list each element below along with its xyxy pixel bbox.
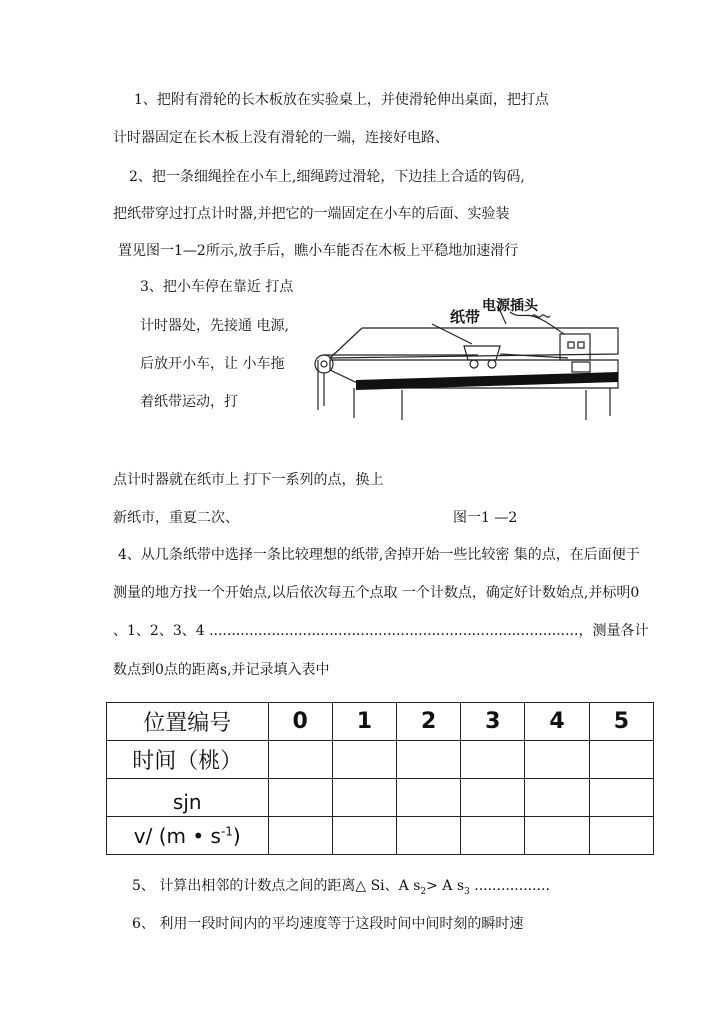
position-4: 4 (525, 703, 589, 741)
table-cell[interactable] (589, 817, 653, 855)
label-power-plug: 电源插头 (482, 298, 538, 314)
row-label-time: 时间（桃） (107, 741, 269, 779)
position-5: 5 (589, 703, 653, 741)
timer-icon (560, 334, 590, 360)
step5-sub2: 2 (420, 886, 427, 897)
step5-text-b: > A s (426, 878, 465, 894)
step2-line3: 置见图一1—2所示,放手后，瞧小车能否在木板上平稳地加速滑行 (118, 243, 519, 259)
measurement-table (106, 702, 654, 855)
step6-line1: 6、 利用一段时间内的平均速度等于这段时间中间时刻的瞬时速 (132, 916, 524, 932)
step1-line2: 计时器固定在长木板上没有滑轮的一端，连接好电路、 (113, 130, 449, 146)
table-cell[interactable] (268, 741, 332, 779)
position-1: 1 (332, 703, 396, 741)
table-cell[interactable] (589, 741, 653, 779)
step3-line5: 点计时器就在纸市上 打下一系列的点，换上 (113, 472, 384, 488)
table-cell[interactable] (268, 779, 332, 817)
step2-line1: 2、把一条细绳拴在小车上,细绳跨过滑轮，下边挂上合适的钩码, (129, 169, 525, 185)
step2-line2: 把纸带穿过打点计时器,并把它的一端固定在小车的后面、实验装 (113, 206, 510, 222)
table-cell[interactable] (461, 817, 525, 855)
board-edge-stripe (356, 372, 618, 390)
table-cell[interactable] (525, 817, 589, 855)
step4-line4: 数点到0点的距离s,并记录填入表中 (113, 662, 330, 678)
step3-line4: 着纸带运动，打 (140, 394, 238, 410)
table-cell[interactable] (461, 741, 525, 779)
step5-line1 (132, 876, 550, 902)
table-cell[interactable] (332, 741, 396, 779)
step3-line2: 计时器处，先接通 电源, (140, 318, 289, 334)
cart-icon (464, 346, 500, 360)
step4-line2: 测量的地方找一个开始点,以后依次每五个点取 一个计数点，确定好计数始点,并标明0 (113, 585, 640, 601)
header-label: 位置编号 (107, 703, 269, 741)
table-row-time (107, 741, 654, 779)
table-cell[interactable] (332, 817, 396, 855)
table-row-s (107, 779, 654, 817)
table-cell[interactable] (396, 741, 460, 779)
table-cell[interactable] (268, 817, 332, 855)
position-2: 2 (396, 703, 460, 741)
table-cell[interactable] (525, 741, 589, 779)
row-label-velocity (107, 817, 269, 855)
velocity-unit-close: ) (232, 823, 241, 848)
step5-sub3: 3 (464, 886, 470, 897)
row-label-s: sjn (107, 779, 269, 817)
position-3: 3 (461, 703, 525, 741)
step3-line3: 后放开小车，让 小车拖 (140, 356, 285, 372)
step4-line3: 、1、2、3、4 ...................................................................................，测量各计 (113, 623, 649, 639)
table-cell[interactable] (525, 779, 589, 817)
step3-line1: 3、把小车停在靠近 打点 (140, 279, 294, 295)
table-cell[interactable] (589, 779, 653, 817)
table-cell[interactable] (332, 779, 396, 817)
step1-line1: 1、把附有滑轮的长木板放在实验桌上，并使滑轮伸出桌面，把打点 (134, 92, 549, 108)
position-0: 0 (268, 703, 332, 741)
experiment-apparatus-figure (312, 298, 628, 420)
table-cell[interactable] (461, 779, 525, 817)
step5-text-a: 5、 计算出相邻的计数点之间的距离△ Si、A s (132, 878, 421, 894)
step3-line6: 新纸市，重夏二次、 (113, 510, 239, 526)
velocity-unit-exponent: -1 (220, 823, 233, 838)
power-cord (510, 312, 564, 334)
board-top (330, 328, 618, 358)
table-cell[interactable] (396, 817, 460, 855)
velocity-unit-main: v/ (m • s (133, 823, 221, 848)
table-header-row (107, 703, 654, 741)
step5-text-c: ................. (469, 878, 550, 894)
step4-line1: 4、从几条纸带中选择一条比较理想的纸带,舍掉开始一些比较密 集的点，在后面便于 (118, 547, 640, 563)
label-paper-tape: 纸带 (450, 308, 481, 326)
figure-caption: 图一1 —2 (453, 510, 518, 526)
table-row-velocity (107, 817, 654, 855)
table-cell[interactable] (396, 779, 460, 817)
